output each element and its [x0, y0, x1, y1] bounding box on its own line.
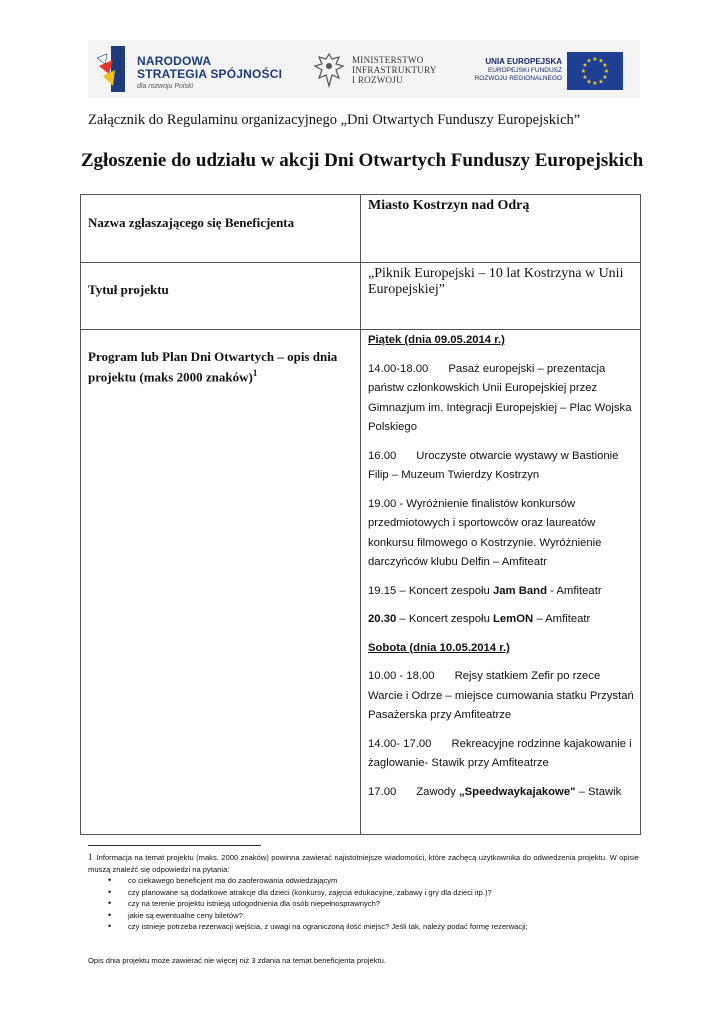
- svg-text:★: ★: [602, 62, 608, 69]
- program-text: - Amfiteatr: [546, 584, 602, 597]
- row-divider: [81, 329, 640, 330]
- annex-line: Załącznik do Regulaminu organizacyjnego „Dni Otwartych Funduszy Europejskich”: [88, 112, 581, 128]
- footnote-closing: Opis dnia projektu może zawierać nie więcej niż 3 zdania na temat beneficjenta projektu.: [88, 956, 387, 965]
- svg-text:★: ★: [580, 68, 587, 75]
- nss-logo-icon: [97, 46, 127, 92]
- svg-text:★: ★: [603, 68, 610, 75]
- program-item: [368, 667, 636, 726]
- program-item: [368, 447, 636, 486]
- footnote-bullet: • jakie są ewentualne ceny biletów?: [128, 910, 639, 922]
- program-label: [88, 348, 338, 385]
- program-text: 19.15 – Koncert zespołu: [368, 584, 493, 597]
- event-name: „Speedwaykajakowe": [458, 785, 576, 798]
- nss-line: NARODOWA: [137, 54, 212, 68]
- band-name: Jam Band: [492, 584, 547, 597]
- program-text: Rejsy statkiem Zefir po rzece Warcie i Odrze – miejsce cumowania statku Przystań Pasażerska przy Amfiteatrze: [368, 670, 634, 721]
- eu-flag-icon: [567, 52, 623, 90]
- footnote-ref: 1: [252, 368, 258, 378]
- svg-text:★: ★: [602, 74, 608, 81]
- program-content: [368, 331, 636, 811]
- polish-eagle-icon: [312, 50, 346, 90]
- footnote-bullet: • co ciekawego beneficjent ma do zaoferowania odwiedzającym: [128, 875, 639, 887]
- footnote-bullet: • czy planowane są dodatkowe atrakcje dla dzieci (konkursy, zajęcia edukacyjne, zabawy i gry dla dzieci itp.)?: [128, 887, 639, 899]
- footnote-bullet: • czy istnieje potrzeba rezerwacji wejścia, z uwagi na ograniczoną ilość miejsc? Jeśli tak, należy podać formę rezerwacji;: [128, 921, 639, 933]
- program-item: 19.00 - Wyróżnienie finalistów konkursów przedmiotowych i sportowców oraz laureatów konkursu filmowego o Kostrzynie. Wyróżnienie darczyńców klubu Delfin – Amfiteatr: [368, 497, 602, 568]
- eu-sub-line: ROZWOJU REGIONALNEGO: [474, 75, 562, 82]
- footnote-bullet: • czy na terenie projektu istnieją udogodnienia dla osób niepełnosprawnych?: [128, 898, 639, 910]
- svg-text:★: ★: [586, 78, 592, 86]
- program-time: 20.30: [368, 613, 397, 625]
- program-time: 17.00: [368, 785, 397, 798]
- program-item: [368, 783, 636, 803]
- row-divider: [81, 262, 640, 263]
- svg-text:★: ★: [582, 74, 588, 81]
- beneficiary-label: Nazwa zgłaszającego się Beneficjenta: [88, 215, 295, 230]
- footnote-intro: Informacja na temat projektu (maks. 2000 znaków) powinna zawierać najistotniejsze wiadomości, które zachęcą użytkownika do odwiedzenia projektu. W opisie muszą znaleźć się odpowiedzi na pytania:: [88, 853, 639, 874]
- ministry-line: MINISTERSTWO: [352, 55, 424, 65]
- program-time: 10.00 - 18.00: [368, 670, 435, 682]
- application-form-table: [80, 194, 641, 835]
- program-text: Rekreacyjne rodzinne kajakowanie i żaglowanie- Stawik przy Amfiteatrze: [368, 737, 632, 769]
- program-text: Uroczyste otwarcie wystawy w Bastionie Filip – Muzeum Twierdzy Kostrzyn: [368, 449, 619, 481]
- program-text: Zawody: [416, 785, 459, 798]
- footnote-number: 1: [88, 852, 93, 862]
- nss-subtitle: dla rozwoju Polski: [137, 83, 194, 90]
- saturday-heading: Sobota (dnia 10.05.2014 r.): [368, 641, 510, 654]
- nss-logo-text: [137, 55, 282, 90]
- program-text: – Koncert zespołu: [396, 613, 493, 625]
- page-title: Zgłoszenie do udziału w akcji Dni Otwartych Funduszy Europejskich: [80, 150, 644, 171]
- program-text: – Stawik: [575, 785, 622, 798]
- program-item: [368, 610, 636, 630]
- ministry-line: INFRASTRUKTURY: [352, 65, 437, 75]
- program-item: [368, 735, 636, 774]
- svg-text:★: ★: [598, 57, 604, 65]
- program-text: – Amfiteatr: [533, 613, 591, 625]
- beneficiary-value: Miasto Kostrzyn nad Odrą: [368, 198, 530, 213]
- footnote-separator: [88, 845, 261, 846]
- band-name: LemON: [493, 613, 534, 625]
- program-time: 16.00: [368, 449, 397, 462]
- column-divider: [360, 195, 361, 834]
- project-title-label: Tytuł projektu: [88, 282, 169, 297]
- eu-text: [470, 57, 562, 83]
- program-item: [368, 582, 636, 602]
- program-item: [368, 360, 636, 438]
- ministry-line: I ROZWOJU: [352, 75, 403, 85]
- eu-title: UNIA EUROPEJSKA: [485, 57, 562, 66]
- svg-text:★: ★: [586, 57, 592, 65]
- svg-text:★: ★: [598, 78, 604, 86]
- program-time: 14.00- 17.00: [368, 737, 432, 750]
- nss-line: STRATEGIA SPÓJNOŚCI: [137, 67, 283, 81]
- program-label-text: Program lub Plan Dni Otwartych – opis dnia projektu (maks 2000 znaków): [88, 349, 338, 385]
- program-time: 14.00-18.00: [368, 362, 429, 375]
- footnote: [88, 852, 639, 933]
- svg-text:★: ★: [592, 80, 598, 87]
- svg-text:★: ★: [592, 56, 598, 63]
- project-title-value: „Piknik Europejski – 10 lat Kostrzyna w Unii Europejskiej”: [368, 266, 624, 297]
- footnote-list: [88, 875, 639, 933]
- program-text: Pasaż europejski – prezentacja państw członkowskich Unii Europejskiej przez Gimnazjum im. Integracji Europejskiej – Plac Wojska Polskiego: [368, 362, 632, 433]
- friday-heading: Piątek (dnia 09.05.2014 r.): [368, 334, 505, 346]
- ministry-text: [352, 55, 437, 85]
- svg-text:★: ★: [582, 62, 588, 69]
- eu-sub-line: EUROPEJSKI FUNDUSZ: [487, 67, 562, 74]
